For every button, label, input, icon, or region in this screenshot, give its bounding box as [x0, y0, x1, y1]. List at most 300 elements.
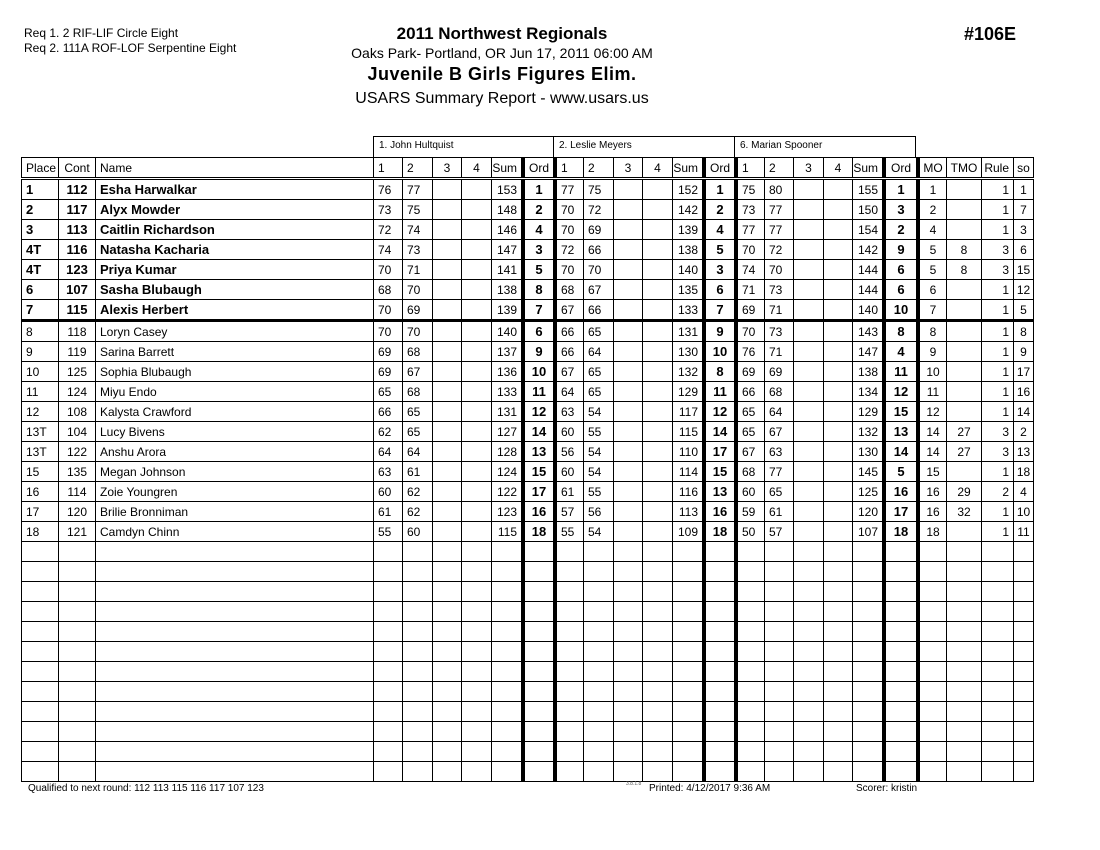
empty-cell — [642, 762, 672, 781]
empty-cell — [95, 622, 373, 641]
judge-3-ordinal-cell: 5 — [882, 462, 916, 481]
empty-cell — [793, 762, 823, 781]
judge-1-sum-cell: 124 — [491, 462, 521, 481]
table-border — [1033, 442, 1034, 461]
rule-cell: 1 — [981, 180, 1013, 199]
judge-1-header: 1. John Hultquist — [373, 136, 554, 158]
mo-cell: 5 — [916, 240, 946, 259]
empty-cell — [702, 542, 734, 561]
place-cell: 10 — [21, 362, 58, 381]
judge-3-score-1-cell: 76 — [734, 342, 764, 361]
empty-cell — [734, 622, 764, 641]
table-border — [1033, 502, 1034, 521]
judge-3-score-1-cell: 68 — [734, 462, 764, 481]
judge-2-score-3-cell — [613, 300, 642, 319]
skater-name-cell: Zoie Youngren — [95, 482, 373, 501]
so-cell: 16 — [1013, 382, 1033, 401]
judge-3-score-4-cell — [823, 442, 852, 461]
empty-cell — [553, 682, 583, 701]
empty-cell — [764, 682, 793, 701]
judge-2-score-1-cell: 60 — [553, 422, 583, 441]
judge-2-score-1-cell: 56 — [553, 442, 583, 461]
empty-cell — [521, 562, 553, 581]
empty-cell — [553, 662, 583, 681]
empty-cell — [373, 642, 402, 661]
table-border — [1033, 240, 1034, 259]
so-cell: 9 — [1013, 342, 1033, 361]
judge-3-score-4-cell — [823, 240, 852, 259]
place-cell: 13T — [21, 422, 58, 441]
table-border — [1033, 682, 1034, 701]
empty-cell — [1013, 742, 1033, 761]
empty-cell — [916, 562, 946, 581]
col-header-j1-1: 1 — [373, 158, 402, 177]
empty-cell — [852, 642, 882, 661]
col-header-j2-1: 1 — [553, 158, 583, 177]
empty-cell — [491, 602, 521, 621]
empty-cell — [95, 542, 373, 561]
empty-cell — [402, 542, 432, 561]
so-cell: 6 — [1013, 240, 1033, 259]
table-row — [21, 402, 1033, 421]
col-header-j1-4: 4 — [461, 158, 491, 177]
judge-1-score-1-cell: 64 — [373, 442, 402, 461]
table-border — [1033, 180, 1034, 199]
skater-name-cell: Megan Johnson — [95, 462, 373, 481]
empty-cell — [702, 582, 734, 601]
judge-3-score-1-cell: 60 — [734, 482, 764, 501]
contestant-number-cell: 118 — [58, 322, 95, 341]
empty-cell — [642, 542, 672, 561]
place-cell: 2 — [21, 200, 58, 219]
judge-3-sum-cell: 155 — [852, 180, 882, 199]
rule-cell: 1 — [981, 342, 1013, 361]
judge-1-score-4-cell — [461, 422, 491, 441]
empty-cell — [672, 722, 702, 741]
empty-cell — [981, 682, 1013, 701]
judge-2-score-2-cell: 66 — [583, 240, 613, 259]
empty-cell — [702, 702, 734, 721]
empty-cell — [21, 702, 58, 721]
empty-cell — [793, 562, 823, 581]
empty-cell — [402, 722, 432, 741]
tmo-cell — [946, 180, 981, 199]
empty-cell — [553, 702, 583, 721]
empty-cell — [491, 642, 521, 661]
judge-2-score-3-cell — [613, 502, 642, 521]
empty-cell — [58, 702, 95, 721]
judge-3-score-4-cell — [823, 382, 852, 401]
judge-3-score-1-cell: 65 — [734, 422, 764, 441]
contestant-number-cell: 117 — [58, 200, 95, 219]
empty-cell — [553, 742, 583, 761]
rule-cell: 1 — [981, 300, 1013, 319]
empty-cell — [461, 602, 491, 621]
judge-1-ordinal-cell: 13 — [521, 442, 553, 461]
table-row — [21, 442, 1033, 461]
empty-cell — [981, 702, 1013, 721]
judge-2-score-4-cell — [642, 362, 672, 381]
empty-cell — [95, 702, 373, 721]
table-row — [21, 362, 1033, 381]
empty-cell — [21, 582, 58, 601]
judge-3-score-1-cell: 73 — [734, 200, 764, 219]
judge-1-score-4-cell — [461, 502, 491, 521]
judge-3-sum-cell: 130 — [852, 442, 882, 461]
judge-3-sum-cell: 132 — [852, 422, 882, 441]
empty-cell — [21, 722, 58, 741]
empty-cell — [461, 762, 491, 781]
mo-cell: 12 — [916, 402, 946, 421]
table-border — [1033, 642, 1034, 661]
judge-1-score-4-cell — [461, 362, 491, 381]
empty-cell — [852, 722, 882, 741]
judge-2-ordinal-cell: 4 — [702, 220, 734, 239]
judge-1-sum-cell: 147 — [491, 240, 521, 259]
competition-title: 2011 Northwest Regionals — [396, 24, 608, 43]
empty-cell — [702, 682, 734, 701]
judge-3-score-2-cell: 69 — [764, 362, 793, 381]
empty-cell — [702, 562, 734, 581]
empty-cell — [882, 582, 916, 601]
judge-1-score-1-cell: 74 — [373, 240, 402, 259]
empty-cell — [521, 662, 553, 681]
empty-cell — [764, 662, 793, 681]
tmo-cell: 27 — [946, 422, 981, 441]
mo-cell: 14 — [916, 442, 946, 461]
judge-2-ordinal-cell: 13 — [702, 482, 734, 501]
col-header-j1-ord: Ord — [521, 158, 553, 177]
empty-cell — [672, 682, 702, 701]
judge-2-score-3-cell — [613, 200, 642, 219]
empty-cell — [58, 682, 95, 701]
empty-cell — [946, 582, 981, 601]
judge-2-score-1-cell: 67 — [553, 362, 583, 381]
contestant-number-cell: 104 — [58, 422, 95, 441]
judge-1-score-3-cell — [432, 342, 461, 361]
judge-1-score-2-cell: 65 — [402, 422, 432, 441]
empty-cell — [702, 642, 734, 661]
empty-cell — [461, 702, 491, 721]
table-row — [21, 220, 1033, 239]
empty-cell — [491, 682, 521, 701]
judge-3-header: 6. Marian Spooner — [734, 136, 916, 158]
empty-cell — [21, 742, 58, 761]
empty-cell — [373, 702, 402, 721]
judge-3-score-3-cell — [793, 382, 823, 401]
judge-2-ordinal-cell: 2 — [702, 200, 734, 219]
tmo-cell — [946, 300, 981, 319]
judge-2-score-4-cell — [642, 280, 672, 299]
empty-cell — [583, 762, 613, 781]
judge-3-score-1-cell: 67 — [734, 442, 764, 461]
judge-3-score-3-cell — [793, 362, 823, 381]
empty-cell — [734, 722, 764, 741]
judge-1-score-2-cell: 69 — [402, 300, 432, 319]
empty-cell — [1013, 662, 1033, 681]
judge-1-score-4-cell — [461, 300, 491, 319]
empty-cell — [95, 582, 373, 601]
rule-cell: 1 — [981, 322, 1013, 341]
skater-name-cell: Brilie Bronniman — [95, 502, 373, 521]
tmo-cell — [946, 220, 981, 239]
empty-cell — [823, 602, 852, 621]
judge-2-score-3-cell — [613, 240, 642, 259]
place-cell: 4T — [21, 240, 58, 259]
judge-2-score-4-cell — [642, 442, 672, 461]
judge-3-score-3-cell — [793, 260, 823, 279]
empty-cell — [461, 722, 491, 741]
empty-cell — [21, 542, 58, 561]
judge-1-ordinal-cell: 6 — [521, 322, 553, 341]
empty-cell — [461, 582, 491, 601]
so-cell: 10 — [1013, 502, 1033, 521]
empty-cell — [823, 662, 852, 681]
judge-2-score-4-cell — [642, 502, 672, 521]
empty-cell — [461, 742, 491, 761]
judge-2-score-3-cell — [613, 260, 642, 279]
rule-cell: 1 — [981, 362, 1013, 381]
judge-1-score-3-cell — [432, 462, 461, 481]
judge-1-ordinal-cell: 3 — [521, 240, 553, 259]
judge-1-score-3-cell — [432, 322, 461, 341]
rule-cell: 1 — [981, 382, 1013, 401]
judge-2-score-3-cell — [613, 402, 642, 421]
empty-cell — [946, 642, 981, 661]
table-border — [1033, 220, 1034, 239]
empty-cell — [553, 582, 583, 601]
empty-cell — [1013, 562, 1033, 581]
empty-cell — [373, 742, 402, 761]
empty-table-row — [21, 682, 1033, 701]
empty-cell — [58, 722, 95, 741]
rule-cell: 3 — [981, 260, 1013, 279]
judge-1-score-3-cell — [432, 482, 461, 501]
judge-3-score-3-cell — [793, 300, 823, 319]
col-header-name: Name — [95, 158, 373, 177]
judge-2-sum-cell: 110 — [672, 442, 702, 461]
judge-1-score-2-cell: 74 — [402, 220, 432, 239]
col-header-so: so — [1013, 158, 1033, 177]
event-number: #106E — [964, 24, 1017, 44]
empty-cell — [491, 662, 521, 681]
judge-1-sum-cell: 133 — [491, 382, 521, 401]
empty-cell — [764, 542, 793, 561]
judge-2-ordinal-cell: 11 — [702, 382, 734, 401]
judge-1-sum-cell: 148 — [491, 200, 521, 219]
judge-3-score-2-cell: 65 — [764, 482, 793, 501]
judge-2-score-2-cell: 70 — [583, 260, 613, 279]
judge-2-score-4-cell — [642, 322, 672, 341]
column-header-row — [21, 158, 1033, 177]
table-border — [1033, 260, 1034, 279]
judge-1-sum-cell: 141 — [491, 260, 521, 279]
judge-3-ordinal-cell: 6 — [882, 280, 916, 299]
judge-1-score-4-cell — [461, 382, 491, 401]
judge-1-score-3-cell — [432, 442, 461, 461]
judge-1-score-3-cell — [432, 502, 461, 521]
table-border — [1033, 482, 1034, 501]
empty-cell — [823, 622, 852, 641]
empty-cell — [461, 642, 491, 661]
judge-2-ordinal-cell: 1 — [702, 180, 734, 199]
judge-1-score-1-cell: 69 — [373, 362, 402, 381]
empty-cell — [58, 582, 95, 601]
place-cell: 11 — [21, 382, 58, 401]
empty-cell — [852, 542, 882, 561]
empty-cell — [1013, 602, 1033, 621]
judge-2-score-1-cell: 67 — [553, 300, 583, 319]
empty-cell — [734, 542, 764, 561]
col-header-place: Place — [21, 158, 58, 177]
judge-3-ordinal-cell: 6 — [882, 260, 916, 279]
judge-1-sum-cell: 128 — [491, 442, 521, 461]
empty-cell — [981, 542, 1013, 561]
judge-2-score-3-cell — [613, 322, 642, 341]
judge-1-score-2-cell: 68 — [402, 382, 432, 401]
judge-2-sum-cell: 131 — [672, 322, 702, 341]
judge-2-score-1-cell: 66 — [553, 322, 583, 341]
judge-1-score-2-cell: 62 — [402, 482, 432, 501]
empty-cell — [882, 662, 916, 681]
empty-cell — [823, 722, 852, 741]
judge-3-score-4-cell — [823, 502, 852, 521]
empty-cell — [21, 762, 58, 781]
tmo-cell — [946, 382, 981, 401]
judge-3-score-2-cell: 61 — [764, 502, 793, 521]
judge-2-ordinal-cell: 3 — [702, 260, 734, 279]
row-divider — [21, 781, 1034, 782]
empty-cell — [373, 562, 402, 581]
judge-2-ordinal-cell: 18 — [702, 522, 734, 541]
empty-cell — [58, 642, 95, 661]
empty-cell — [583, 622, 613, 641]
judge-3-score-2-cell: 77 — [764, 200, 793, 219]
empty-cell — [1013, 762, 1033, 781]
qualified-list: Qualified to next round: 112 113 115 116 117 107 123 — [28, 783, 264, 794]
judge-1-score-1-cell: 70 — [373, 322, 402, 341]
judge-3-score-3-cell — [793, 240, 823, 259]
table-border — [1033, 362, 1034, 381]
empty-cell — [981, 622, 1013, 641]
table-border — [1033, 602, 1034, 621]
judge-2-sum-cell: 135 — [672, 280, 702, 299]
so-cell: 7 — [1013, 200, 1033, 219]
col-header-cont: Cont — [58, 158, 95, 177]
judge-1-score-3-cell — [432, 240, 461, 259]
judge-2-score-2-cell: 64 — [583, 342, 613, 361]
judge-2-sum-cell: 129 — [672, 382, 702, 401]
judge-1-score-2-cell: 68 — [402, 342, 432, 361]
judge-3-ordinal-cell: 4 — [882, 342, 916, 361]
skater-name-cell: Esha Harwalkar — [95, 180, 373, 199]
empty-cell — [793, 662, 823, 681]
so-cell: 5 — [1013, 300, 1033, 319]
empty-cell — [373, 662, 402, 681]
judge-1-sum-cell: 138 — [491, 280, 521, 299]
judge-3-sum-cell: 120 — [852, 502, 882, 521]
contestant-number-cell: 116 — [58, 240, 95, 259]
judge-3-score-4-cell — [823, 322, 852, 341]
judge-1-ordinal-cell: 11 — [521, 382, 553, 401]
empty-cell — [461, 622, 491, 641]
judge-1-score-2-cell: 75 — [402, 200, 432, 219]
empty-table-row — [21, 602, 1033, 621]
empty-cell — [642, 662, 672, 681]
judge-2-ordinal-cell: 5 — [702, 240, 734, 259]
judge-1-score-2-cell: 73 — [402, 240, 432, 259]
place-cell: 17 — [21, 502, 58, 521]
judge-3-score-1-cell: 65 — [734, 402, 764, 421]
scorer-name: Scorer: kristin — [856, 783, 918, 794]
judge-2-score-1-cell: 77 — [553, 180, 583, 199]
judge-2-ordinal-cell: 10 — [702, 342, 734, 361]
table-border — [1033, 762, 1034, 781]
judge-3-score-2-cell: 72 — [764, 240, 793, 259]
empty-cell — [432, 722, 461, 741]
empty-cell — [583, 642, 613, 661]
empty-cell — [916, 642, 946, 661]
judge-3-score-3-cell — [793, 502, 823, 521]
empty-cell — [58, 542, 95, 561]
judge-1-ordinal-cell: 2 — [521, 200, 553, 219]
judge-3-score-1-cell: 66 — [734, 382, 764, 401]
empty-cell — [946, 542, 981, 561]
judge-1-score-2-cell: 70 — [402, 322, 432, 341]
judge-2-score-1-cell: 63 — [553, 402, 583, 421]
judge-2-score-4-cell — [642, 482, 672, 501]
rule-cell: 1 — [981, 502, 1013, 521]
empty-cell — [583, 702, 613, 721]
place-cell: 7 — [21, 300, 58, 319]
judge-3-score-4-cell — [823, 422, 852, 441]
judge-1-score-4-cell — [461, 240, 491, 259]
empty-cell — [946, 762, 981, 781]
table-border — [1033, 422, 1034, 441]
judge-2-sum-cell: 152 — [672, 180, 702, 199]
judge-1-score-1-cell: 62 — [373, 422, 402, 441]
judge-1-score-1-cell: 68 — [373, 280, 402, 299]
col-header-j2-4: 4 — [642, 158, 672, 177]
empty-cell — [672, 602, 702, 621]
empty-cell — [764, 602, 793, 621]
judge-3-score-3-cell — [793, 422, 823, 441]
empty-cell — [613, 642, 642, 661]
empty-cell — [95, 642, 373, 661]
judge-2-ordinal-cell: 6 — [702, 280, 734, 299]
judge-1-sum-cell: 153 — [491, 180, 521, 199]
empty-cell — [58, 762, 95, 781]
table-border — [1033, 158, 1034, 177]
judge-1-score-1-cell: 70 — [373, 300, 402, 319]
empty-cell — [823, 682, 852, 701]
empty-cell — [553, 542, 583, 561]
table-border — [1033, 522, 1034, 541]
empty-cell — [702, 762, 734, 781]
place-cell: 15 — [21, 462, 58, 481]
empty-cell — [734, 662, 764, 681]
so-cell: 18 — [1013, 462, 1033, 481]
judge-1-score-2-cell: 71 — [402, 260, 432, 279]
judge-3-sum-cell: 140 — [852, 300, 882, 319]
judge-2-score-4-cell — [642, 220, 672, 239]
empty-cell — [734, 742, 764, 761]
table-border — [1033, 280, 1034, 299]
empty-cell — [432, 642, 461, 661]
empty-cell — [672, 562, 702, 581]
judge-3-score-2-cell: 68 — [764, 382, 793, 401]
judge-2-score-4-cell — [642, 240, 672, 259]
